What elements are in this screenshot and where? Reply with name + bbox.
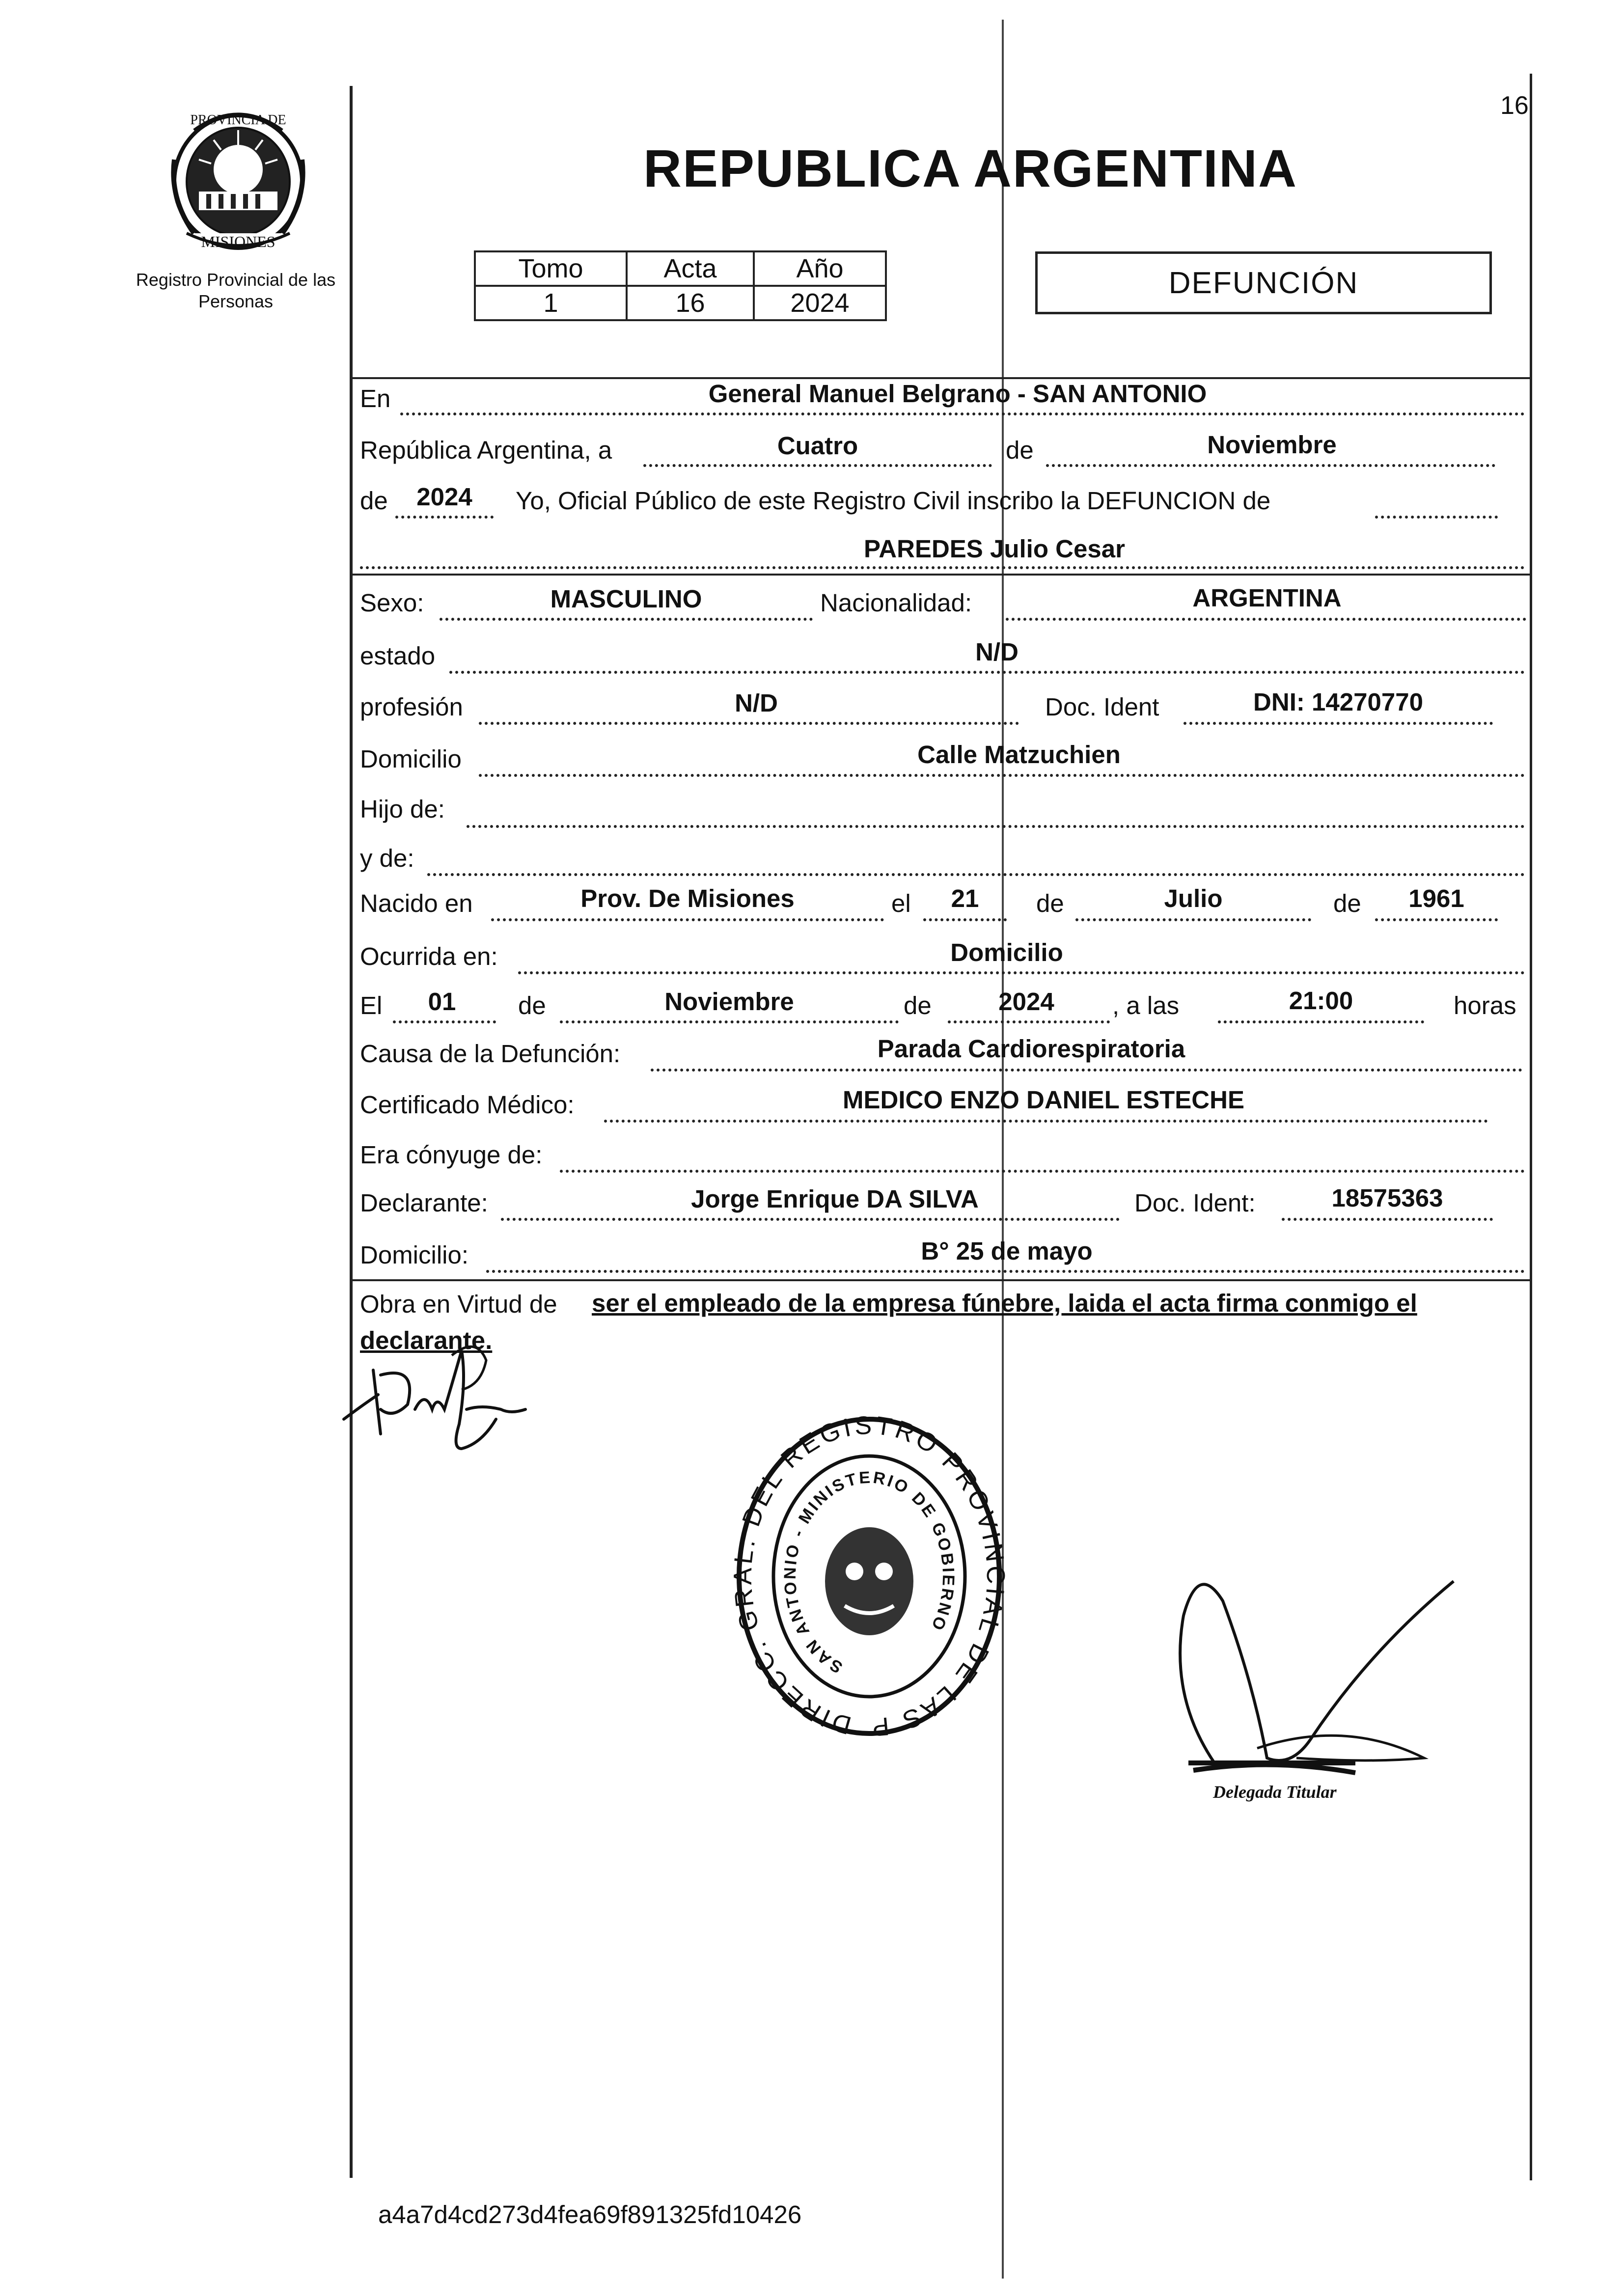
obra-label: Obra en Virtud de — [360, 1290, 557, 1318]
declarante-value: Jorge Enrique DA SILVA — [691, 1185, 979, 1213]
profesion-dots — [479, 722, 1019, 725]
row-separator — [353, 574, 1530, 576]
signature-caption: Delegada Titular — [1213, 1782, 1337, 1802]
year-value: 2024 — [416, 483, 472, 511]
province-logo — [165, 101, 312, 258]
document-hash: a4a7d4cd273d4fea69f891325fd10426 — [378, 2200, 802, 2228]
ano-value: 2024 — [754, 286, 886, 320]
page-title: REPUBLICA ARGENTINA — [643, 138, 1297, 198]
stamp-outer-text: DIRECC. GR L. DEL REGISTRO PROVIN IAL DE LAS P — [732, 1414, 1007, 1742]
declarante-label: Declarante: — [360, 1189, 488, 1217]
death-day-dots — [393, 1020, 496, 1023]
hijo-label: Hijo de: — [360, 795, 445, 823]
doc2-label: Doc. Ident: — [1134, 1189, 1256, 1217]
birth-year: 1961 — [1408, 884, 1464, 912]
sexo-label: Sexo: — [360, 589, 424, 617]
yde-label: y de: — [360, 844, 414, 872]
deceased-name: PAREDES Julio Cesar — [864, 535, 1125, 563]
causa-dots — [651, 1069, 1522, 1072]
doc2-dots — [1282, 1218, 1493, 1221]
domicilio-label: Domicilio — [360, 745, 462, 773]
profesion-value: N/D — [735, 689, 778, 717]
nacido-dots — [491, 918, 884, 921]
yo-dots — [1375, 516, 1498, 519]
de2-label: de — [360, 487, 388, 515]
nacionalidad-dots — [1006, 618, 1526, 621]
tomo-value: 1 — [475, 286, 627, 320]
doc2-value: 18575363 — [1331, 1184, 1443, 1212]
death-year-dots — [948, 1020, 1110, 1023]
estado-value: N/D — [975, 638, 1018, 666]
hijo-dots — [467, 825, 1525, 828]
logo-bottom-text: MISIONES — [201, 233, 275, 250]
yo-text: Yo, Oficial Público de este Registro Civil inscribo la DEFUNCION de — [516, 487, 1271, 515]
center-fold-line — [1002, 20, 1004, 2279]
death-year: 2024 — [998, 988, 1054, 1016]
month-dots — [1046, 464, 1495, 467]
acta-value: 16 — [627, 286, 754, 320]
domicilio-value: Calle Matzuchien — [917, 741, 1121, 769]
sexo-value: MASCULINO — [550, 585, 702, 613]
causa-value: Parada Cardiorespiratoria — [877, 1035, 1185, 1063]
ocurrida-label: Ocurrida en: — [360, 942, 498, 970]
death-time: 21:00 — [1289, 987, 1353, 1015]
death-month-dots — [560, 1020, 899, 1023]
death-month: Noviembre — [664, 988, 794, 1016]
estado-dots — [449, 671, 1525, 674]
right-margin-line — [1530, 74, 1532, 2180]
de4-label: de — [1333, 889, 1361, 917]
declarante-dots — [501, 1218, 1120, 1221]
page-number: 16 — [1500, 91, 1529, 120]
conyuge-dots — [560, 1170, 1525, 1173]
ocurrida-value: Domicilio — [950, 938, 1063, 966]
certificado-value: MEDICO ENZO DANIEL ESTECHE — [843, 1086, 1244, 1114]
conyuge-label: Era cónyuge de: — [360, 1141, 543, 1169]
birth-month: Julio — [1164, 884, 1223, 912]
birth-month-dots — [1075, 918, 1311, 921]
de-label: de — [1006, 436, 1034, 464]
act-type-box — [1035, 251, 1492, 314]
en-label: En — [360, 385, 391, 412]
death-time-dots — [1218, 1020, 1424, 1023]
en-dots — [400, 412, 1525, 415]
alas-label: , a las — [1112, 991, 1180, 1019]
declarant-signature — [334, 1336, 555, 1463]
domicilio2-label: Domicilio: — [360, 1241, 469, 1269]
stamp-inner-text: SAN ANTONIO - MINISTERIO DE GOBIERNO — [780, 1468, 958, 1677]
official-signature — [1149, 1552, 1468, 1807]
ocurrida-dots — [518, 971, 1525, 974]
profesion-label: profesión — [360, 693, 463, 721]
day-value: Cuatro — [777, 432, 858, 460]
horas-label: horas — [1454, 991, 1516, 1019]
acta-table — [474, 250, 887, 321]
logo-top-text: PROVINCIA DE — [190, 112, 286, 128]
domicilio-dots — [479, 774, 1525, 777]
birth-year-dots — [1375, 918, 1498, 921]
yde-dots — [427, 873, 1525, 876]
de6-label: de — [904, 991, 932, 1019]
day-dots — [643, 464, 992, 467]
birth-day-dots — [923, 918, 1007, 921]
nacido-label: Nacido en — [360, 889, 473, 917]
domicilio2-value: B° 25 de mayo — [921, 1237, 1093, 1265]
month-value: Noviembre — [1207, 431, 1337, 459]
nacionalidad-value: ARGENTINA — [1192, 584, 1342, 612]
birth-day: 21 — [951, 884, 979, 912]
doc-label: Doc. Ident — [1045, 693, 1159, 721]
act-type: DEFUNCIÓN — [1168, 266, 1359, 300]
causa-label: Causa de la Defunción: — [360, 1040, 621, 1068]
de5-label: de — [518, 991, 546, 1019]
obra-value-1: ser el empleado de la empresa fúnebre, laida el acta firma conmigo el — [592, 1289, 1417, 1317]
estado-label: estado — [360, 642, 436, 670]
year-dots — [395, 516, 494, 519]
registry-name: Registro Provincial de las Personas — [136, 270, 336, 311]
acta-header: Acta — [627, 251, 754, 286]
doc-value: DNI: 14270770 — [1253, 688, 1423, 716]
doc-dots — [1184, 722, 1493, 725]
certificado-dots — [604, 1120, 1488, 1123]
domicilio2-dots — [486, 1270, 1525, 1273]
row-separator — [353, 1279, 1530, 1281]
certificado-label: Certificado Médico: — [360, 1091, 575, 1119]
death-day: 01 — [428, 988, 456, 1016]
nacido-value: Prov. De Misiones — [580, 884, 795, 912]
republica-label: República Argentina, a — [360, 436, 612, 464]
name-dots — [360, 566, 1525, 569]
de3-label: de — [1036, 889, 1064, 917]
tomo-header: Tomo — [475, 251, 627, 286]
en-value: General Manuel Belgrano - SAN ANTONIO — [708, 380, 1207, 408]
sexo-dots — [440, 618, 813, 621]
ano-header: Año — [754, 251, 886, 286]
left-margin-line — [350, 86, 353, 2178]
obra-value-2: declarante. — [360, 1326, 493, 1354]
official-stamp — [732, 1414, 1007, 1748]
el2-label: El — [360, 991, 383, 1019]
nacionalidad-label: Nacionalidad: — [820, 589, 972, 617]
el-label: el — [891, 889, 911, 917]
